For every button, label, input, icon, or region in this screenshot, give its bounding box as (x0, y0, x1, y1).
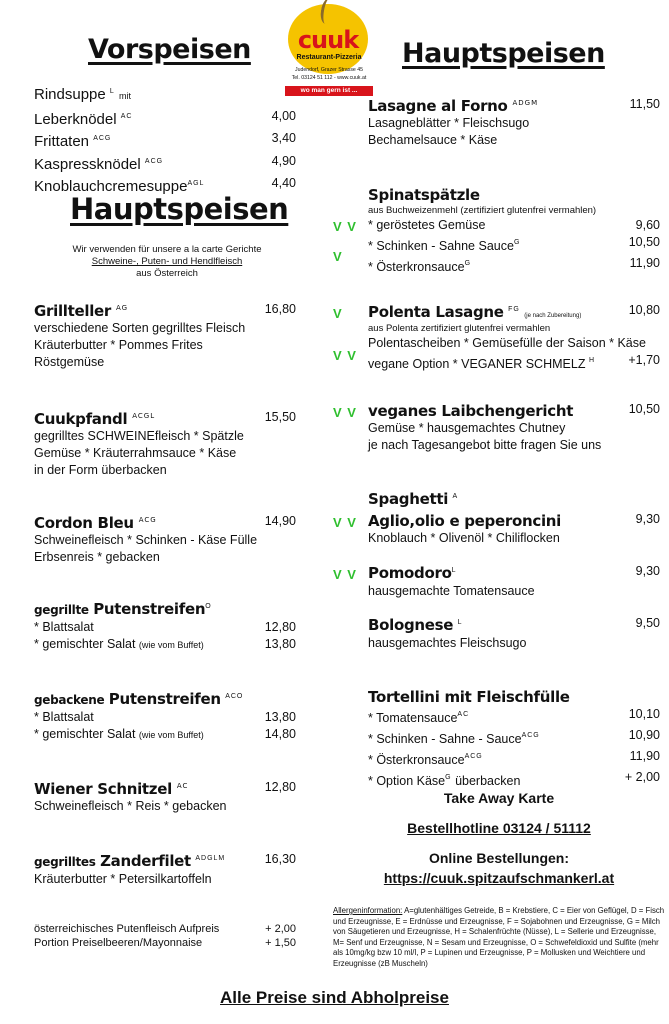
extra-item: Portion Preiselbeeren/Mayonnaise + 1,50 (34, 937, 296, 949)
option-row: * Schinken - Sahne Sauce$^G$ 10,50 (368, 235, 660, 253)
order-hotline: Bestellhotline 03124 / 51112 (407, 820, 591, 836)
dish-cordon-bleu: Cordon Bleu $^{ACG}$ 14,90 Schweinefleisch * Schinken - Käse Fülle Erbsenreis * gebacken (34, 514, 296, 564)
dish-lasagne: Lasagne al Forno $^{ADGM}$ 11,50 Lasagneblätter * Fleischsugo Bechamelsauce * Käse (368, 97, 660, 147)
vegan-marker: V V (333, 405, 357, 420)
extra-item: österreichisches Putenfleisch Aufpreis + 2,00 (34, 923, 296, 935)
dish-pomodoro: Pomodoro$^L$ 9,30 hausgemachte Tomatensauce (368, 564, 660, 598)
logo-phone: Tel. 03124 51 112 - www.cuuk.at (291, 75, 367, 81)
hauptspeisen-title-right: Hauptspeisen (402, 38, 605, 69)
vorspeisen-title: Vorspeisen (88, 34, 251, 65)
starter-item: Frittaten $^{ACG}$ 3,40 (34, 131, 296, 150)
allergen-info: Allergeninformation: A=glutenhältiges Getreide, B = Krebstiere, C = Eier von Geflügel, D = Fisch und Erzeugnisse, E = Erdnüsse und Erzeugnisse, F = Sojabohnen und Erzeugnisse, G = Milch von Säugetieren und Erzeugnisse, H = Schalenfrüchte (Nüsse), L = Sellerie und Erzeugnisse, M= Senf und Erzeugnisse, N = Sesam und Erzeugnisse, O = Schwefeldioxid und Sulfite (mehr als 10mg/kg bzw 10 ml/l, P = Lupinen und Erzeugnisse, P = Mollusken und Weichtiere und Erzeugnisse (zB Muscheln) (333, 906, 665, 968)
option-row: * Österkronsauce$^{ACG}$ 11,90 (368, 749, 660, 767)
vegan-marker: V V (333, 219, 357, 234)
vegan-marker: V V (333, 515, 357, 530)
starter-item: Leberknödel $^{AC}$ 4,00 (34, 108, 296, 128)
take-away-info (368, 788, 630, 888)
vegan-marker: V V (333, 348, 357, 363)
starter-item: Knoblauchcremesuppe$^{AGL}$ 4,40 (34, 176, 296, 195)
online-orders-link[interactable]: https://cuuk.spitzaufschmankerl.at (383, 870, 615, 886)
dish-laibchengericht: veganes Laibchengericht 10,50 Gemüse * hausgemachtes Chutney je nach Tagesangebot bitte fragen Sie uns (368, 402, 660, 452)
option-row: * Tomatensauce$^{AC}$ 10,10 (368, 707, 660, 725)
spaghetti-title: Spaghetti $^A$ (368, 490, 459, 508)
hauptspeisen-title-left: Hauptspeisen (70, 192, 289, 226)
starter-item: Rindsuppe $^L$ mit (34, 86, 131, 103)
starter-item: Kaspressknödel $^{ACG}$ 4,90 (34, 153, 296, 173)
online-orders-label: Online Bestellungen: (428, 850, 569, 866)
logo-word: cuuk (297, 26, 359, 54)
dish-putenstreifen-gegrillt: gegrillte Putenstreifen$^O$ * Blattsalat 12,80 * gemischter Salat (wie vom Buffet) 13,80 (34, 600, 296, 651)
dish-cuukpfandl: Cuukpfandl $^{ACGL}$ 15,50 gegrilltes SCHWEINEfleisch * Spätzle Gemüse * Kräuterrahmsauce * Käse in der Form überbacken (34, 410, 296, 477)
option-row: * Österkronsauce$^G$ 11,90 (368, 256, 660, 274)
dish-zanderfilet: gegrilltes Zanderfilet $^{ADGLM}$ 16,30 Kräuterbutter * Petersilkartoffeln (34, 852, 296, 886)
dish-putenstreifen-gebacken: gebackene Putenstreifen $^{ACO}$ * Blattsalat 13,80 * gemischter Salat (wie vom Buffet) 14,80 (34, 690, 296, 741)
meat-origin-note: Wir verwenden für unsere a la carte Gerichte Schweine-, Puten- und Hendlfleisch aus Österreich (72, 244, 262, 279)
vegetarian-marker: V (333, 306, 343, 321)
dish-polenta-lasagne: Polenta Lasagne $^{FG}$ (je nach Zubereitung) 10,80 aus Polenta zertifiziert glutenfrei vermahlen Polentascheiben * Gemüsefülle der Saison * Käse vegane Option * VEGANER SCHMELZ $^H$ +1,70 (368, 303, 660, 371)
footer-note: Alle Preise sind Abholpreise (220, 988, 449, 1007)
dish-aglio-olio: Aglio,olio e peperoncini 9,30 Knoblauch * Olivenöl * Chiliflocken (368, 512, 660, 545)
dish-grillteller: Grillteller $^{AG}$ 16,80 verschiedene Sorten gegrilltes Fleisch Kräuterbutter * Pommes Frites Röstgemüse (34, 302, 296, 369)
restaurant-logo (285, 0, 375, 100)
take-away-title: Take Away Karte (443, 790, 555, 806)
option-row: * geröstetes Gemüse 9,60 (368, 218, 660, 232)
dish-tortellini: Tortellini mit Fleischfülle * Tomatensauce$^{AC}$ 10,10 * Schinken - Sahne - Sauce$^{ACG}$ 10,90 * Österkronsauce$^{ACG}$ 11,90 * Option Käse$^G$ überbacken + 2,00 (368, 688, 660, 788)
dish-wiener-schnitzel: Wiener Schnitzel $^{AC}$ 12,80 Schweinefleisch * Reis * gebacken (34, 780, 296, 813)
extras-list (34, 922, 296, 950)
dish-spinatspaetzle: Spinatspätzle aus Buchweizenmehl (zertifiziert glutenfrei vermahlen) * geröstetes Gemüse 9,60 * Schinken - Sahne Sauce$^G$ 10,50 * Österkronsauce$^G$ 11,90 (368, 186, 660, 274)
logo-slogan: wo man gern ist ... (285, 86, 373, 96)
option-row: * Schinken - Sahne - Sauce$^{ACG}$ 10,90 (368, 728, 660, 746)
option-row: * Option Käse$^G$ überbacken + 2,00 (368, 770, 660, 788)
vegan-marker: V V (333, 567, 357, 582)
starters-list (34, 82, 296, 197)
logo-address: Judendorf, Grazer Strasse 45 (294, 67, 364, 73)
logo-subtitle: Restaurant-Pizzeria (296, 54, 362, 61)
dish-bolognese: Bolognese $^L$ 9,50 hausgemachtes Fleischsugo (368, 616, 660, 650)
vegetarian-marker: V (333, 249, 343, 264)
